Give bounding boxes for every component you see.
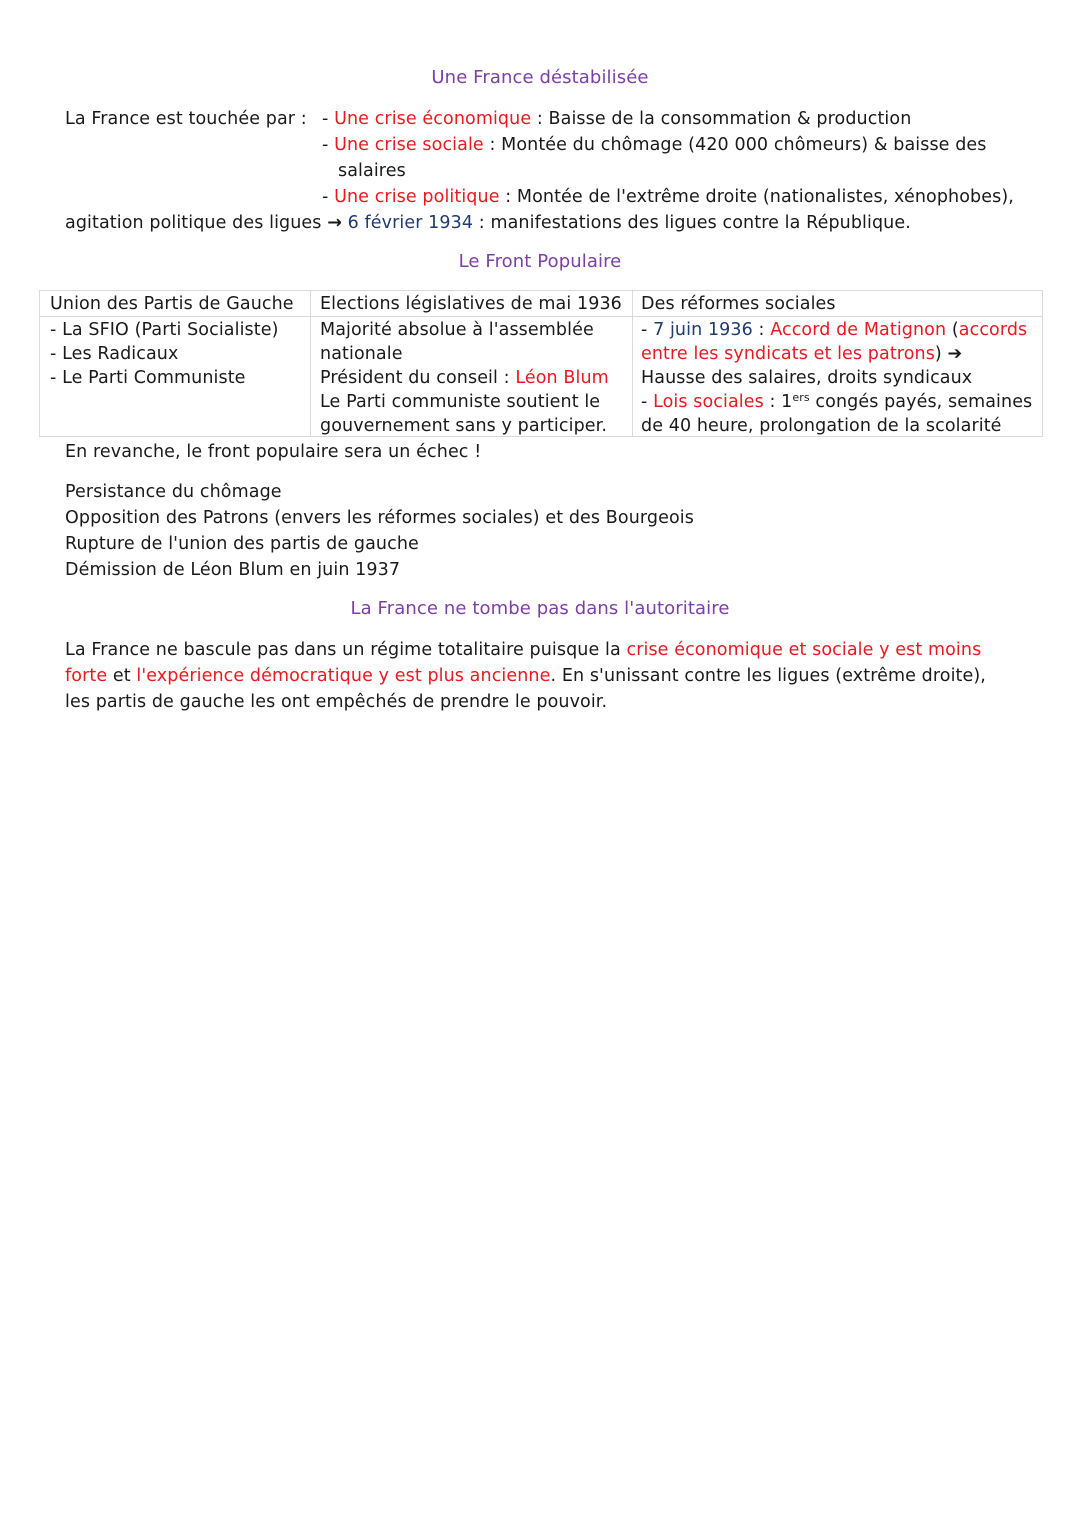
paragraph-text: La France ne bascule pas dans un régime totalitaire puisque la <box>65 640 627 660</box>
leagues-text-end: : manifestations des ligues contre la République. <box>473 213 911 233</box>
col-header-union: Union des Partis de Gauche <box>50 294 294 314</box>
accords-text: accords <box>958 320 1028 340</box>
list-item: - Les Radicaux <box>50 344 179 364</box>
section-title-france-destabilisee: Une France déstabilisée <box>431 67 649 88</box>
paragraph-text: . En s'unissant contre les ligues (extrême droite), <box>550 666 986 686</box>
paren: ( <box>946 320 959 340</box>
reformes-line: de 40 heure, prolongation de la scolarité <box>641 416 1002 436</box>
table-col-divider <box>310 291 311 436</box>
section-title-autoritaire: La France ne tombe pas dans l'autoritaire <box>350 598 730 619</box>
arrow-right-icon: ➔ <box>947 344 963 364</box>
conges-text: congés payés, semaines <box>809 392 1033 412</box>
crisis-text-social-cont: salaires <box>338 161 406 181</box>
president-label: Président du conseil : <box>320 368 516 388</box>
elections-line: Le Parti communiste soutient le <box>320 392 601 412</box>
list-item: Rupture de l'union des partis de gauche <box>65 534 419 554</box>
list-item: Démission de Léon Blum en juin 1937 <box>65 560 401 580</box>
crisis-item-political <box>322 184 1014 210</box>
table-header-divider <box>40 316 1042 317</box>
reformes-line <box>641 342 962 366</box>
list-item: Opposition des Patrons (envers les réformes sociales) et des Bourgeois <box>65 508 694 528</box>
superscript: ers <box>792 391 810 404</box>
paren-close: ) <box>934 344 948 364</box>
paragraph-line <box>65 637 981 663</box>
elections-line <box>320 366 609 390</box>
echec-text: En revanche, le front populaire sera un échec ! <box>65 442 482 462</box>
highlight-forte: forte <box>65 666 108 686</box>
elections-line: nationale <box>320 344 403 364</box>
crisis-item-social <box>322 132 987 158</box>
crisis-text-political: : Montée de l'extrême droite (nationalistes, xénophobes), <box>499 187 1014 207</box>
paragraph-line: les partis de gauche les ont empêchés de prendre le pouvoir. <box>65 692 608 712</box>
crisis-label-social: Une crise sociale <box>334 135 484 155</box>
list-item: - Le Parti Communiste <box>50 368 246 388</box>
col-header-elections: Elections législatives de mai 1936 <box>320 294 622 314</box>
sep: : <box>752 320 771 340</box>
crisis-item-economic <box>322 106 911 132</box>
dash: - <box>641 320 654 340</box>
reformes-line: Hausse des salaires, droits syndicaux <box>641 368 973 388</box>
paragraph-text: et <box>107 666 137 686</box>
section-title-front-populaire: Le Front Populaire <box>458 251 622 272</box>
col-header-reformes: Des réformes sociales <box>641 294 836 314</box>
reformes-line <box>641 390 1032 414</box>
dash: - <box>322 135 335 155</box>
leon-blum: Léon Blum <box>515 368 609 388</box>
crisis-label-political: Une crise politique <box>334 187 500 207</box>
crisis-text-social: : Montée du chômage (420 000 chômeurs) & baisse des <box>483 135 987 155</box>
dash: - <box>322 109 335 129</box>
arrow-right-icon: → <box>327 213 342 233</box>
dash: - <box>641 392 654 412</box>
dash: - <box>322 187 335 207</box>
front-populaire-table <box>39 290 1043 437</box>
accords-text-cont: entre les syndicats et les patrons <box>641 344 935 364</box>
list-item: - La SFIO (Parti Socialiste) <box>50 320 279 340</box>
leagues-text: agitation politique des ligues <box>65 213 328 233</box>
crisis-text-economic: : Baisse de la consommation & production <box>531 109 912 129</box>
intro-text: La France est touchée par : <box>65 109 307 129</box>
elections-line: Majorité absolue à l'assemblée <box>320 320 594 340</box>
table-col-divider <box>632 291 633 436</box>
crisis-label-economic: Une crise économique <box>334 109 532 129</box>
list-item: Persistance du chômage <box>65 482 282 502</box>
sep: : 1 <box>763 392 793 412</box>
reformes-line <box>641 318 1027 342</box>
accord-matignon: Accord de Matignon <box>770 320 947 340</box>
leagues-line <box>65 210 911 236</box>
elections-line: gouvernement sans y participer. <box>320 416 607 436</box>
paragraph-line <box>65 663 986 689</box>
date-6-fevrier-1934: 6 février 1934 <box>347 213 474 233</box>
lois-sociales: Lois sociales <box>653 392 764 412</box>
highlight-crise: crise économique et sociale y est moins <box>626 640 982 660</box>
highlight-experience: l'expérience démocratique y est plus ancienne <box>136 666 551 686</box>
date-7-juin-1936: 7 juin 1936 <box>653 320 753 340</box>
